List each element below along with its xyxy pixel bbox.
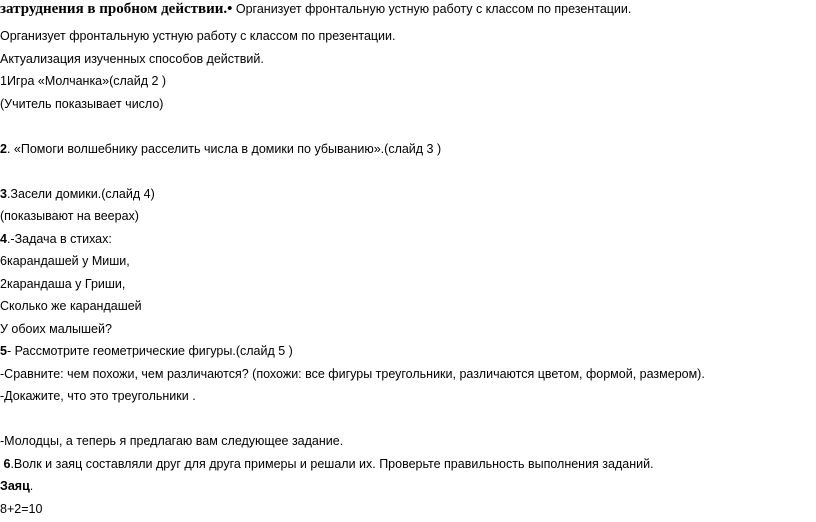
text-line-5: (Учитель показывает число) [0, 97, 164, 111]
item-text: .Засели домики.(слайд 4) [6, 187, 155, 201]
text-line-15: -Сравните: чем похожи, чем различаются? (похожи: все фигуры треугольники, различаются цветом, формой, размером). [0, 367, 705, 381]
text-line-9 [0, 231, 112, 247]
item-number: 2 [0, 142, 7, 156]
text-line-16: -Докажите, что это треугольники . [0, 389, 196, 403]
text-line-8: (показывают на веерах) [0, 209, 139, 223]
text-line-1 [0, 1, 631, 17]
stage-heading: затруднения в пробном действии. [0, 1, 228, 17]
item-text: .-Задача в стихах: [6, 232, 112, 246]
text-line-3: Актуализация изученных способов действий. [0, 52, 264, 66]
text-line-10: 6карандашей у Миши, [0, 254, 130, 268]
hare-label-punct: . [29, 479, 34, 493]
text-line-17: -Молодцы, а теперь я предлагаю вам следующее задание. [0, 434, 344, 448]
text-line-20: 8+2=10 [0, 502, 43, 516]
stage-description: Организует фронтальную устную работу с классом по презентации. [232, 2, 632, 16]
item-number: 5 [0, 344, 7, 358]
text-line-18 [0, 456, 654, 472]
item-text: .Волк и заяц составляли друг для друга примеры и решали их. Проверьте правильность выполнения заданий. [10, 457, 654, 471]
text-line-6 [0, 141, 441, 157]
text-line-11: 2карандаша у Гриши, [0, 277, 126, 291]
item-text: . «Помоги волшебнику расселить числа в домики по убыванию».(слайд 3 ) [6, 142, 442, 156]
text-line-19 [0, 478, 33, 494]
bullet-icon: • [227, 1, 233, 17]
text-line-4: 1Игра «Молчанка»(слайд 2 ) [0, 74, 167, 88]
text-line-14 [0, 343, 293, 359]
text-line-2: Организует фронтальную устную работу с классом по презентации. [0, 29, 396, 43]
text-line-7 [0, 186, 155, 202]
hare-label: Заяц [0, 479, 30, 493]
text-line-13: У обоих малышей? [0, 322, 112, 336]
item-number: 4 [0, 232, 7, 246]
item-number: 6 [3, 457, 11, 471]
item-number: 3 [0, 187, 7, 201]
item-text: - Рассмотрите геометрические фигуры.(слайд 5 ) [6, 344, 293, 358]
text-line-12: Сколько же карандашей [0, 299, 142, 313]
